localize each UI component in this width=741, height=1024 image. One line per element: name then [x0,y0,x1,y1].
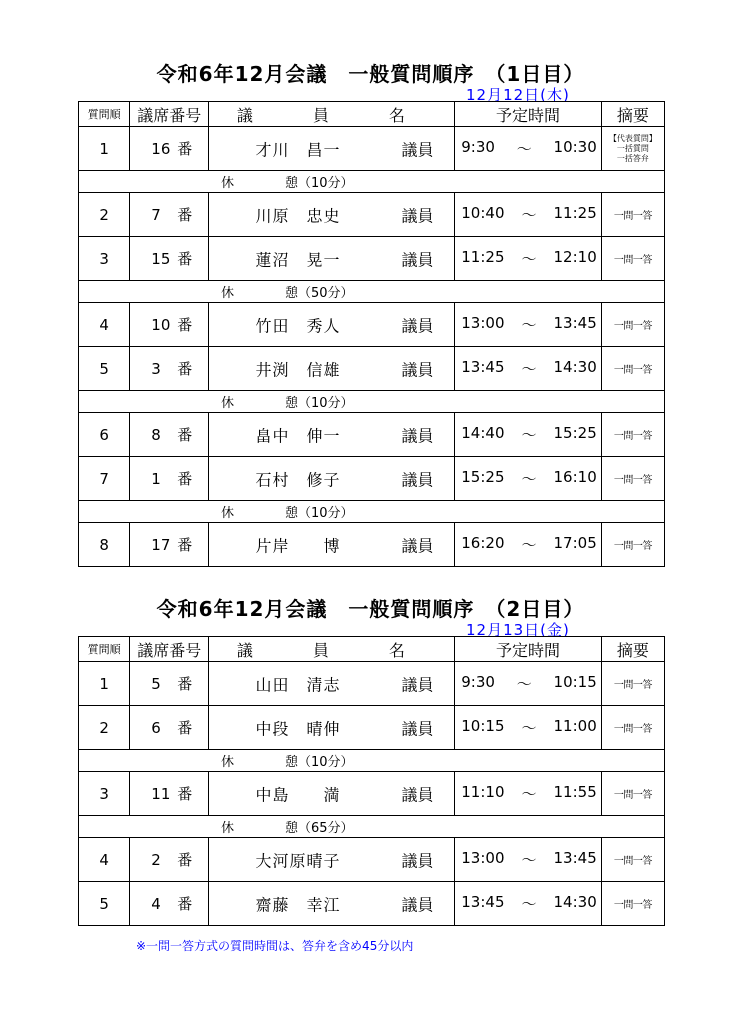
end-time: 16:10 [553,468,597,486]
seat-number-suffix: 番 [177,426,193,444]
table-row [79,193,665,237]
break-row [79,816,665,838]
seat-number-suffix: 番 [177,675,193,693]
question-order: 3 [79,237,130,281]
break-row [79,281,665,303]
member-cell [209,706,455,750]
break-cell [79,501,665,523]
seat-number-suffix: 番 [177,536,193,554]
end-time: 11:55 [553,783,597,801]
member-name: 畠中 伸一 [255,426,341,445]
member-name: 井渕 信雄 [255,360,341,379]
member-title: 議員 [401,675,434,694]
table-row [79,706,665,750]
question-order: 6 [79,413,130,457]
member-title: 議員 [401,426,434,445]
seat-number-value: 11 [151,785,171,803]
scheduled-time [455,468,601,489]
start-time: 9:30 [461,673,495,691]
table-header-row [79,102,665,127]
seat-number [139,717,199,738]
member-name: 山田 清志 [255,675,341,694]
end-time: 10:30 [553,138,597,156]
summary-text: 一問一答 [613,790,652,801]
scheduled-time-cell [455,303,602,347]
break-label-duration: 憩（10分） [285,396,354,411]
end-time: 15:25 [553,424,597,442]
seat-number-value: 4 [151,895,161,913]
seat-number-cell [130,237,209,281]
member-title: 議員 [401,360,434,379]
member-title: 議員 [401,470,434,489]
day1-title: 令和6年12月会議 一般質問順序 （1日目） [156,62,585,86]
summary-text: 一問一答 [613,365,652,376]
member-cell [209,457,455,501]
seat-number [139,783,199,804]
time-separator: ～ [521,250,537,268]
member-name: 才川 昌一 [255,140,341,159]
start-time: 14:40 [461,424,505,442]
summary-cell [601,457,664,501]
seat-number-cell [130,127,209,171]
seat-number-cell [130,457,209,501]
question-order: 2 [79,706,130,750]
member-cell [209,127,455,171]
seat-number-value: 10 [151,316,171,334]
scheduled-time [455,314,601,335]
member-title: 議員 [401,785,434,804]
seat-number-suffix: 番 [177,316,193,334]
scheduled-time [455,534,601,555]
seat-number-value: 15 [151,250,171,268]
seat-number-value: 6 [151,719,161,737]
seat-number-cell [130,838,209,882]
seat-number-suffix: 番 [177,360,193,378]
header-seat-number: 議席番号 [130,637,209,662]
start-time: 13:00 [461,314,505,332]
scheduled-time [455,717,601,738]
scheduled-time-cell [455,457,602,501]
summary-text: 一括質問 [616,143,649,153]
summary-text: 一問一答 [613,475,652,486]
member-title: 議員 [401,206,434,225]
seat-number [139,673,199,694]
end-time: 11:25 [553,204,597,222]
member-title: 議員 [401,851,434,870]
summary-cell [601,347,664,391]
member-name: 石村 修子 [255,470,341,489]
header-seat-number: 議席番号 [130,102,209,127]
end-time: 13:45 [553,314,597,332]
summary-text: 【代表質問】 [608,133,657,143]
member-name: 中島 満 [255,785,341,804]
seat-number-suffix: 番 [177,470,193,488]
end-time: 13:45 [553,849,597,867]
header-summary: 摘要 [601,102,664,127]
break-label-duration: 憩（10分） [285,506,354,521]
break-label-kyu: 休 [221,506,235,521]
scheduled-time-cell [455,662,602,706]
break-label-kyu: 休 [221,821,235,836]
start-time: 9:30 [461,138,495,156]
seat-number [139,358,199,379]
member-cell [209,237,455,281]
scheduled-time-cell [455,772,602,816]
summary-cell [601,237,664,281]
time-separator: ～ [516,675,532,693]
break-row [79,391,665,413]
scheduled-time [455,204,601,225]
day1-schedule-table [78,101,665,567]
break-label-kyu: 休 [221,286,235,301]
scheduled-time-cell [455,347,602,391]
member-cell [209,347,455,391]
break-row [79,750,665,772]
seat-number-cell [130,523,209,567]
break-label-duration: 憩（10分） [285,755,354,770]
summary-cell [601,303,664,347]
table-row [79,457,665,501]
end-time: 10:15 [553,673,597,691]
break-label-kyu: 休 [221,396,235,411]
seat-number-value: 7 [151,206,161,224]
summary-cell [601,413,664,457]
scheduled-time [455,849,601,870]
scheduled-time [455,248,601,269]
seat-number-cell [130,882,209,926]
time-separator: ～ [521,426,537,444]
summary-cell [601,772,664,816]
seat-number-suffix: 番 [177,851,193,869]
scheduled-time-cell [455,838,602,882]
scheduled-time-cell [455,882,602,926]
summary-text: 一問一答 [613,900,652,911]
break-cell [79,816,665,838]
member-cell [209,523,455,567]
summary-text: 一問一答 [613,211,652,222]
member-name: 片岸 博 [255,536,341,555]
start-time: 13:45 [461,358,505,376]
end-time: 14:30 [553,893,597,911]
summary-text: 一問一答 [613,724,652,735]
break-label [79,286,354,301]
break-label [79,396,354,411]
break-row [79,171,665,193]
break-label [79,821,354,836]
header-order: 質問順 [79,102,130,127]
member-title: 議員 [401,895,434,914]
scheduled-time [455,138,601,159]
summary-text: 一問一答 [613,541,652,552]
table-row [79,127,665,171]
seat-number-suffix: 番 [177,785,193,803]
start-time: 11:25 [461,248,505,266]
scheduled-time-cell [455,413,602,457]
start-time: 10:15 [461,717,505,735]
summary-text: 一問一答 [613,321,652,332]
table-row [79,347,665,391]
scheduled-time-cell [455,127,602,171]
time-separator: ～ [521,851,537,869]
scheduled-time-cell [455,706,602,750]
seat-number [139,849,199,870]
scheduled-time-cell [455,237,602,281]
table-row [79,237,665,281]
question-order: 7 [79,457,130,501]
question-order: 8 [79,523,130,567]
seat-number-suffix: 番 [177,206,193,224]
seat-number-value: 3 [151,360,161,378]
break-cell [79,171,665,193]
table-row [79,838,665,882]
member-title: 議員 [401,536,434,555]
table-row [79,662,665,706]
seat-number [139,534,199,555]
summary-cell [601,193,664,237]
seat-number [139,893,199,914]
table-row [79,882,665,926]
summary-text: 一問一答 [613,856,652,867]
header-scheduled-time: 予定時間 [455,637,602,662]
member-name: 蓮沼 晃一 [255,250,341,269]
question-order: 1 [79,662,130,706]
seat-number-cell [130,413,209,457]
header-member-name: 議 員 名 [209,102,455,127]
question-order: 5 [79,347,130,391]
summary-cell [601,523,664,567]
day2-date: 12月13日(金) [466,621,570,639]
header-order: 質問順 [79,637,130,662]
summary-cell [601,127,664,171]
start-time: 13:45 [461,893,505,911]
summary-cell [601,662,664,706]
seat-number-cell [130,303,209,347]
seat-number-cell [130,662,209,706]
seat-number-cell [130,706,209,750]
member-title: 議員 [401,719,434,738]
seat-number-value: 5 [151,675,161,693]
question-order: 4 [79,303,130,347]
time-separator: ～ [521,785,537,803]
scheduled-time [455,358,601,379]
seat-number-value: 8 [151,426,161,444]
day1-date: 12月12日(木) [466,86,570,104]
seat-number [139,204,199,225]
member-cell [209,193,455,237]
member-title: 議員 [401,250,434,269]
summary-text: 一括答弁 [616,153,649,163]
break-label-duration: 憩（10分） [285,176,354,191]
time-separator: ～ [521,206,537,224]
header-member-name: 議 員 名 [209,637,455,662]
end-time: 12:10 [553,248,597,266]
time-separator: ～ [521,316,537,334]
header-summary: 摘要 [601,637,664,662]
question-order: 5 [79,882,130,926]
seat-number-value: 16 [151,140,171,158]
end-time: 17:05 [553,534,597,552]
header-scheduled-time: 予定時間 [455,102,602,127]
table-row [79,772,665,816]
seat-number [139,138,199,159]
scheduled-time-cell [455,193,602,237]
seat-number-cell [130,193,209,237]
seat-number-value: 17 [151,536,171,554]
seat-number-cell [130,772,209,816]
break-label-duration: 憩（65分） [285,821,354,836]
question-order: 2 [79,193,130,237]
member-name: 川原 忠史 [255,206,341,225]
break-label [79,506,354,521]
member-cell [209,772,455,816]
question-order: 4 [79,838,130,882]
member-name: 大河原晴子 [255,851,341,870]
day2-schedule-table [78,636,665,926]
break-cell [79,750,665,772]
break-cell [79,281,665,303]
break-label-kyu: 休 [221,755,235,770]
seat-number-suffix: 番 [177,140,193,158]
seat-number [139,248,199,269]
seat-number-suffix: 番 [177,719,193,737]
seat-number-suffix: 番 [177,250,193,268]
seat-number [139,424,199,445]
summary-text: 一問一答 [613,431,652,442]
time-separator: ～ [521,470,537,488]
start-time: 15:25 [461,468,505,486]
table-row [79,523,665,567]
day2-title: 令和6年12月会議 一般質問順序 （2日目） [156,597,585,621]
time-separator: ～ [521,536,537,554]
member-name: 中段 晴伸 [255,719,341,738]
start-time: 11:10 [461,783,505,801]
scheduled-time [455,893,601,914]
break-label-duration: 憩（50分） [285,286,354,301]
seat-number-value: 2 [151,851,161,869]
footnote: ※一問一答方式の質問時間は、答弁を含め45分以内 [136,939,414,953]
scheduled-time [455,673,601,694]
member-cell [209,838,455,882]
scheduled-time [455,783,601,804]
end-time: 14:30 [553,358,597,376]
member-cell [209,413,455,457]
seat-number-value: 1 [151,470,161,488]
time-separator: ～ [521,895,537,913]
summary-text: 一問一答 [613,680,652,691]
seat-number-cell [130,347,209,391]
seat-number-suffix: 番 [177,895,193,913]
break-label [79,755,354,770]
summary-cell [601,706,664,750]
break-row [79,501,665,523]
member-title: 議員 [401,140,434,159]
member-cell [209,303,455,347]
summary-text: 一問一答 [613,255,652,266]
table-header-row [79,637,665,662]
scheduled-time [455,424,601,445]
start-time: 16:20 [461,534,505,552]
time-separator: ～ [521,719,537,737]
break-label [79,176,354,191]
member-cell [209,662,455,706]
summary-cell [601,882,664,926]
time-separator: ～ [516,140,532,158]
break-cell [79,391,665,413]
scheduled-time-cell [455,523,602,567]
seat-number [139,314,199,335]
question-order: 1 [79,127,130,171]
member-name: 竹田 秀人 [255,316,341,335]
member-name: 齋藤 幸江 [255,895,341,914]
start-time: 13:00 [461,849,505,867]
summary-cell [601,838,664,882]
end-time: 11:00 [553,717,597,735]
table-row [79,303,665,347]
seat-number [139,468,199,489]
member-title: 議員 [401,316,434,335]
question-order: 3 [79,772,130,816]
time-separator: ～ [521,360,537,378]
member-cell [209,882,455,926]
break-label-kyu: 休 [221,176,235,191]
start-time: 10:40 [461,204,505,222]
table-row [79,413,665,457]
